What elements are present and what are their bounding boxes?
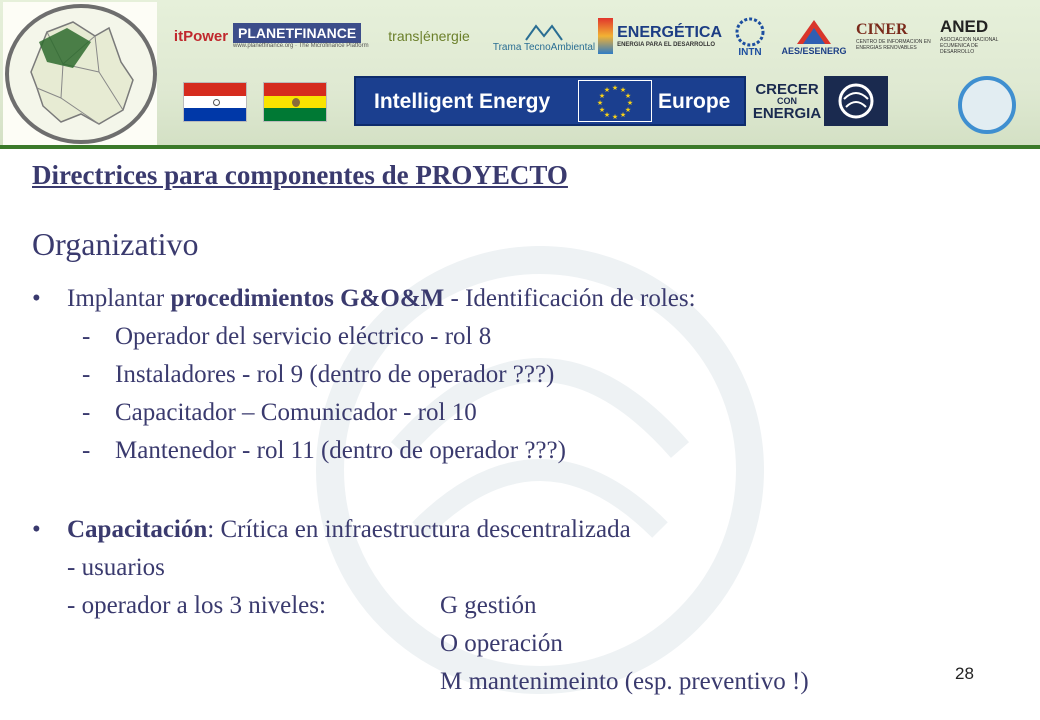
page-heading: Organizativo [32, 226, 199, 262]
page-number: 28 [955, 664, 974, 683]
ciner-logo-text: CINER [856, 21, 908, 38]
level-operacion: O operación [440, 630, 563, 657]
svg-text:★: ★ [598, 106, 606, 114]
svg-text:★: ★ [626, 99, 634, 107]
trama-tecnoambiental-logo [492, 16, 596, 58]
intn-logo-text: INTN [738, 46, 762, 58]
level-gestion: G gestión [440, 592, 537, 619]
ciner-logo-subtitle: CENTRO DE INFORMACION EN ENERGIAS RENOVABLES [856, 39, 931, 51]
header-divider [0, 145, 1040, 149]
aned-logo-subtitle: ASOCIACION NACIONAL ECUMENICA DE DESARROLLO [940, 37, 999, 55]
ring-emblem-icon [958, 76, 1016, 134]
list-item [82, 399, 477, 427]
svg-text:★: ★ [619, 111, 627, 119]
svg-text:★: ★ [596, 99, 604, 107]
transenergie-logo [368, 20, 490, 52]
crecer-text-3: ENERGIA [752, 104, 822, 122]
svg-text:★: ★ [603, 111, 611, 119]
aned-logo [940, 16, 1008, 56]
itpower-logo-text: itPower [173, 27, 229, 45]
svg-text:★: ★ [624, 106, 632, 114]
bullet1-post: - Identificación de roles: [444, 285, 696, 312]
ie-right-text: Europe [658, 90, 731, 113]
bullet1-bold: procedimientos G&O&M [170, 285, 445, 312]
energetica-logo-text: ENERGÉTICA [617, 24, 722, 41]
role-text: Mantenedor - rol 11 (dentro de operador ???) [115, 437, 566, 464]
energetica-logo [598, 16, 722, 56]
energetica-emblem-icon [598, 18, 613, 54]
bolivia-flag [263, 82, 327, 122]
svg-text:★: ★ [603, 86, 611, 94]
planetfinance-logo [233, 18, 369, 54]
eu-stars-icon [578, 80, 652, 122]
role-dash: - [82, 323, 91, 350]
bullet2-bold: Capacitación [67, 516, 208, 543]
aned-logo-text: ANED [940, 17, 989, 36]
intelligent-energy-europe-banner [354, 76, 746, 126]
ciner-logo [856, 16, 936, 56]
svg-text:★: ★ [624, 92, 632, 100]
transenergie-logo-text: trans|énergie [388, 28, 470, 44]
header-banner [0, 0, 1040, 148]
svg-text:★: ★ [611, 113, 619, 121]
bullet-marker: • [32, 285, 41, 312]
list-item [82, 323, 492, 351]
crecer-emblem [824, 76, 888, 126]
section-title: Directrices para componentes de PROYECTO [32, 160, 568, 190]
role-text: Instaladores - rol 9 (dentro de operador ???) [115, 361, 555, 388]
intn-logo [728, 14, 772, 60]
aes-logo-text: AES/ESENERG [781, 46, 847, 56]
trama-mountains-icon [524, 22, 564, 42]
list-item [82, 361, 555, 389]
role-dash: - [82, 361, 91, 388]
energetica-logo-subtitle: ENERGIA PARA EL DESARROLLO [617, 42, 716, 48]
level-mantenimiento: M mantenimeinto (esp. preventivo !) [440, 668, 809, 695]
planetfinance-logo-subtitle: www.planetfinance.org · The Microfinance Platform [233, 43, 369, 49]
crecer-con-energia-logo [754, 74, 820, 128]
svg-text:★: ★ [598, 92, 606, 100]
bullet2-post: : Crítica en infraestructura descentralizada [207, 516, 631, 543]
bullet-capacitacion [67, 516, 631, 544]
bullet-procedimientos [67, 285, 696, 313]
aes-triangle-icon [795, 18, 833, 46]
role-dash: - [82, 399, 91, 426]
globe-icon [836, 81, 876, 121]
list-item [82, 437, 566, 465]
ie-left-text: Intelligent Energy [374, 90, 551, 113]
sub-item-operador: - operador a los 3 niveles: [67, 592, 326, 619]
svg-text:★: ★ [619, 86, 627, 94]
paraguay-map [3, 2, 157, 145]
role-text: Operador del servicio eléctrico - rol 8 [115, 323, 492, 350]
paraguay-flag [183, 82, 247, 122]
bullet1-pre: Implantar [67, 285, 171, 312]
aes-esenerg-logo [778, 14, 850, 60]
role-text: Capacitador – Comunicador - rol 10 [115, 399, 477, 426]
bullet-marker: • [32, 516, 41, 543]
intn-globe-icon [735, 17, 765, 47]
sub-item-usuarios: - usuarios [67, 554, 165, 581]
trama-logo-text: Trama TecnoAmbiental [492, 41, 596, 53]
planetfinance-logo-text: PLANETFINANCE [233, 23, 361, 43]
crecer-text-1: CRECER [755, 80, 819, 98]
role-dash: - [82, 437, 91, 464]
crecer-text-2: CON [777, 95, 797, 106]
svg-text:★: ★ [611, 84, 619, 92]
itpower-logo [175, 18, 227, 54]
